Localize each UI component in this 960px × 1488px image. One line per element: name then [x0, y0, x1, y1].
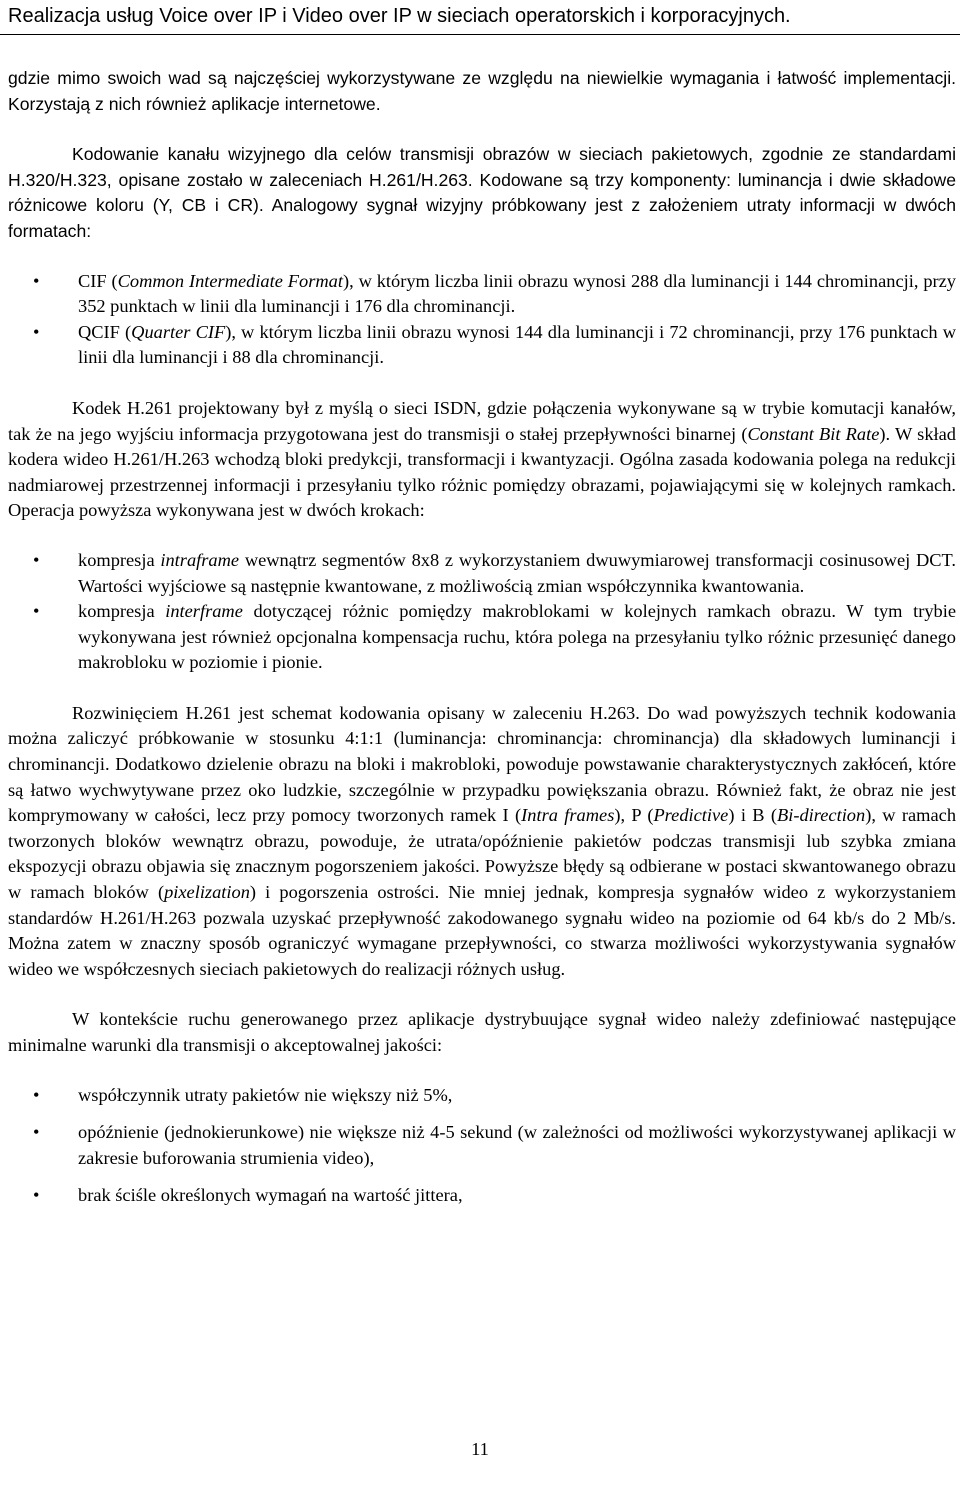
- bullet-icon: •: [33, 1084, 40, 1105]
- text-run: gdzie mimo swoich wad są najczęściej wykorzystywane ze względu na niewielkie wymagania i łatwość implementacji. Korzystają z nich również aplikacje internetowe.: [8, 68, 956, 114]
- text-run: ) i pogorszenia ostrości. Nie mniej jednak, kompresja sygnałów wideo z wykorzystaniem standardów H.261/H.263 pozwala uzyskać przepływność zakodowanego sygnału wideo na poziomie od 64 kb/s do 2 Mb/s. Można zatem w znaczny sposób ograniczyć wymagane przepływności, co stwarza możliwości wykorzystywania sygnałów wideo we współczesnych sieciach pakietowych do realizacji różnych usług.: [8, 882, 957, 979]
- page-body: [8, 66, 956, 1209]
- running-header: Realizacja usług Voice over IP i Video over IP w sieciach operatorskich i korporacyjnych.: [8, 5, 791, 27]
- text-run: Kodowanie kanału wizyjnego dla celów transmisji obrazów w sieciach pakietowych, zgodnie ze standardami H.320/H.323, opisane zostało w zaleceniach H.261/H.263. Kodowane są trzy komponenty: luminancja i dwie składowe różnicowe koloru (Y, CB i CR). Analogowy sygnał wizyjny próbkowany jest z założeniem utraty informacji w dwóch formatach:: [8, 144, 956, 241]
- list-item: [8, 1083, 956, 1109]
- bullet-list-list1: [8, 269, 956, 371]
- bullet-icon: •: [33, 270, 40, 291]
- italic-term: interframe: [165, 601, 243, 622]
- bullet-icon: •: [33, 601, 40, 622]
- page-number: 11: [471, 1439, 489, 1459]
- paragraph-p2: [8, 142, 956, 244]
- text-run: ), w ramach tworzonych bloków wewnątrz obrazu, powoduje, że utrata/opóźnienie pakietów podczas transmisji lub szybka zmiana ekspozycji obrazu objawia się znacznym pogorszeniem jakości. Powyższe błędy są odbierane w postaci skwantowanego obrazu w ramach bloków (: [8, 805, 957, 903]
- bullet-list-list2: [8, 548, 956, 676]
- text-run: QCIF (: [78, 321, 132, 342]
- text-run: ), w którym liczba linii obrazu wynosi 144 dla luminancji i 72 chrominancji, przy 176 punktach w linii dla luminancji i 88 dla chrominancji.: [78, 321, 957, 368]
- text-run: ), w którym liczba linii obrazu wynosi 288 dla luminancji i 144 chrominancji, przy 352 punktach w linii dla luminancji i 176 dla chrominancji.: [78, 270, 957, 317]
- bullet-icon: •: [33, 1122, 40, 1143]
- list-item: [8, 1120, 956, 1171]
- text-run: W kontekście ruchu generowanego przez aplikacje dystrybuujące sygnał wideo należy zdefiniować następujące minimalne warunki dla transmisji o akceptowalnej jakości:: [8, 1009, 956, 1055]
- text-run: kompresja: [78, 549, 161, 570]
- text-run: ). W skład kodera wideo H.261/H.263 wchodzą bloki predykcji, transformacji i kwantyzacji. Ogólna zasada kodowania polega na redukcji nadmiarowej przestrzennej informacji i przesyłaniu tylko różnic pomiędzy obrazami, pojawiającymi się w kolejnych ramkach. Operacja powyższa wykonywana jest w dwóch krokach:: [8, 423, 956, 521]
- bullet-icon: •: [33, 1185, 40, 1206]
- text-run: Rozwinięciem H.261 jest schemat kodowania opisany w zaleceniu H.263. Do wad powyższych technik kodowania można zaliczyć próbkowanie w stosunku 4:1:1 (luminancja: chrominancja: chrominancja) dla składowych luminancji i chrominancji. Dodatkowo dzielenie obrazu na bloki i makrobloki, powoduje powstawanie charakterystycznych zakłóceń, które są łatwo wychwytywane przez oko ludzkie, szczególnie w przypadku powiększania obrazu. Również fakt, że obraz nie jest komprymowany w całości, lecz przy pomocy tworzonych ramek I (: [8, 702, 956, 826]
- bullet-list-list3: [8, 1083, 956, 1209]
- bullet-icon: •: [33, 549, 40, 570]
- paragraph-p1: [8, 66, 956, 117]
- list-item: [8, 320, 956, 371]
- paragraph-p3: [8, 396, 956, 524]
- italic-term: Constant Bit Rate: [747, 423, 880, 444]
- text-run: wewnątrz segmentów 8x8 z wykorzystaniem dwuwymiarowej transformacji cosinusowej DCT. Wartości wyjściowe są następnie kwantowane, z możliwością zmian współczynnika kwantowania.: [78, 549, 956, 596]
- text-run: współczynnik utraty pakietów nie większy niż 5%,: [78, 1084, 453, 1105]
- text-run: kompresja: [78, 601, 166, 622]
- header-rule: [0, 34, 960, 35]
- list-item: [8, 269, 956, 320]
- italic-term: Common Intermediate Format: [117, 270, 343, 291]
- italic-term: Quarter CIF: [131, 321, 226, 342]
- paragraph-p4: [8, 701, 956, 983]
- list-item: [8, 599, 956, 676]
- text-run: ) i B (: [728, 805, 778, 826]
- italic-term: pixelization: [164, 882, 250, 903]
- text-run: opóźnienie (jednokierunkowe) nie większe niż 4-5 sekund (w zależności od możliwości wykorzystywanej aplikacji w zakresie buforowania strumienia video),: [78, 1122, 956, 1168]
- italic-term: Intra frames: [521, 805, 615, 826]
- text-run: CIF (: [78, 270, 118, 291]
- italic-term: Predictive: [653, 805, 729, 826]
- text-run: ), P (: [614, 805, 654, 826]
- text-run: Kodek H.261 projektowany był z myślą o sieci ISDN, gdzie połączenia wykonywane są w trybie komutacji kanałów, tak że na jego wyjściu informacja przygotowana jest do transmisji o stałej przepływności binarnej (: [8, 397, 956, 444]
- paragraph-p5: [8, 1007, 956, 1058]
- list-item: [8, 548, 956, 599]
- bullet-icon: •: [33, 321, 40, 342]
- italic-term: intraframe: [160, 549, 240, 570]
- italic-term: Bi-direction: [777, 805, 866, 826]
- list-item: [8, 1183, 956, 1209]
- text-run: brak ściśle określonych wymagań na wartość jittera,: [78, 1185, 463, 1206]
- text-run: dotyczącej różnic pomiędzy makroblokami w kolejnych ramkach obrazu. W tym trybie wykonywana jest również opcjonalna kompensacja ruchu, która polega na przesyłaniu tylko różnic przesunięć danego makrobloku w poziomie i pionie.: [78, 601, 956, 673]
